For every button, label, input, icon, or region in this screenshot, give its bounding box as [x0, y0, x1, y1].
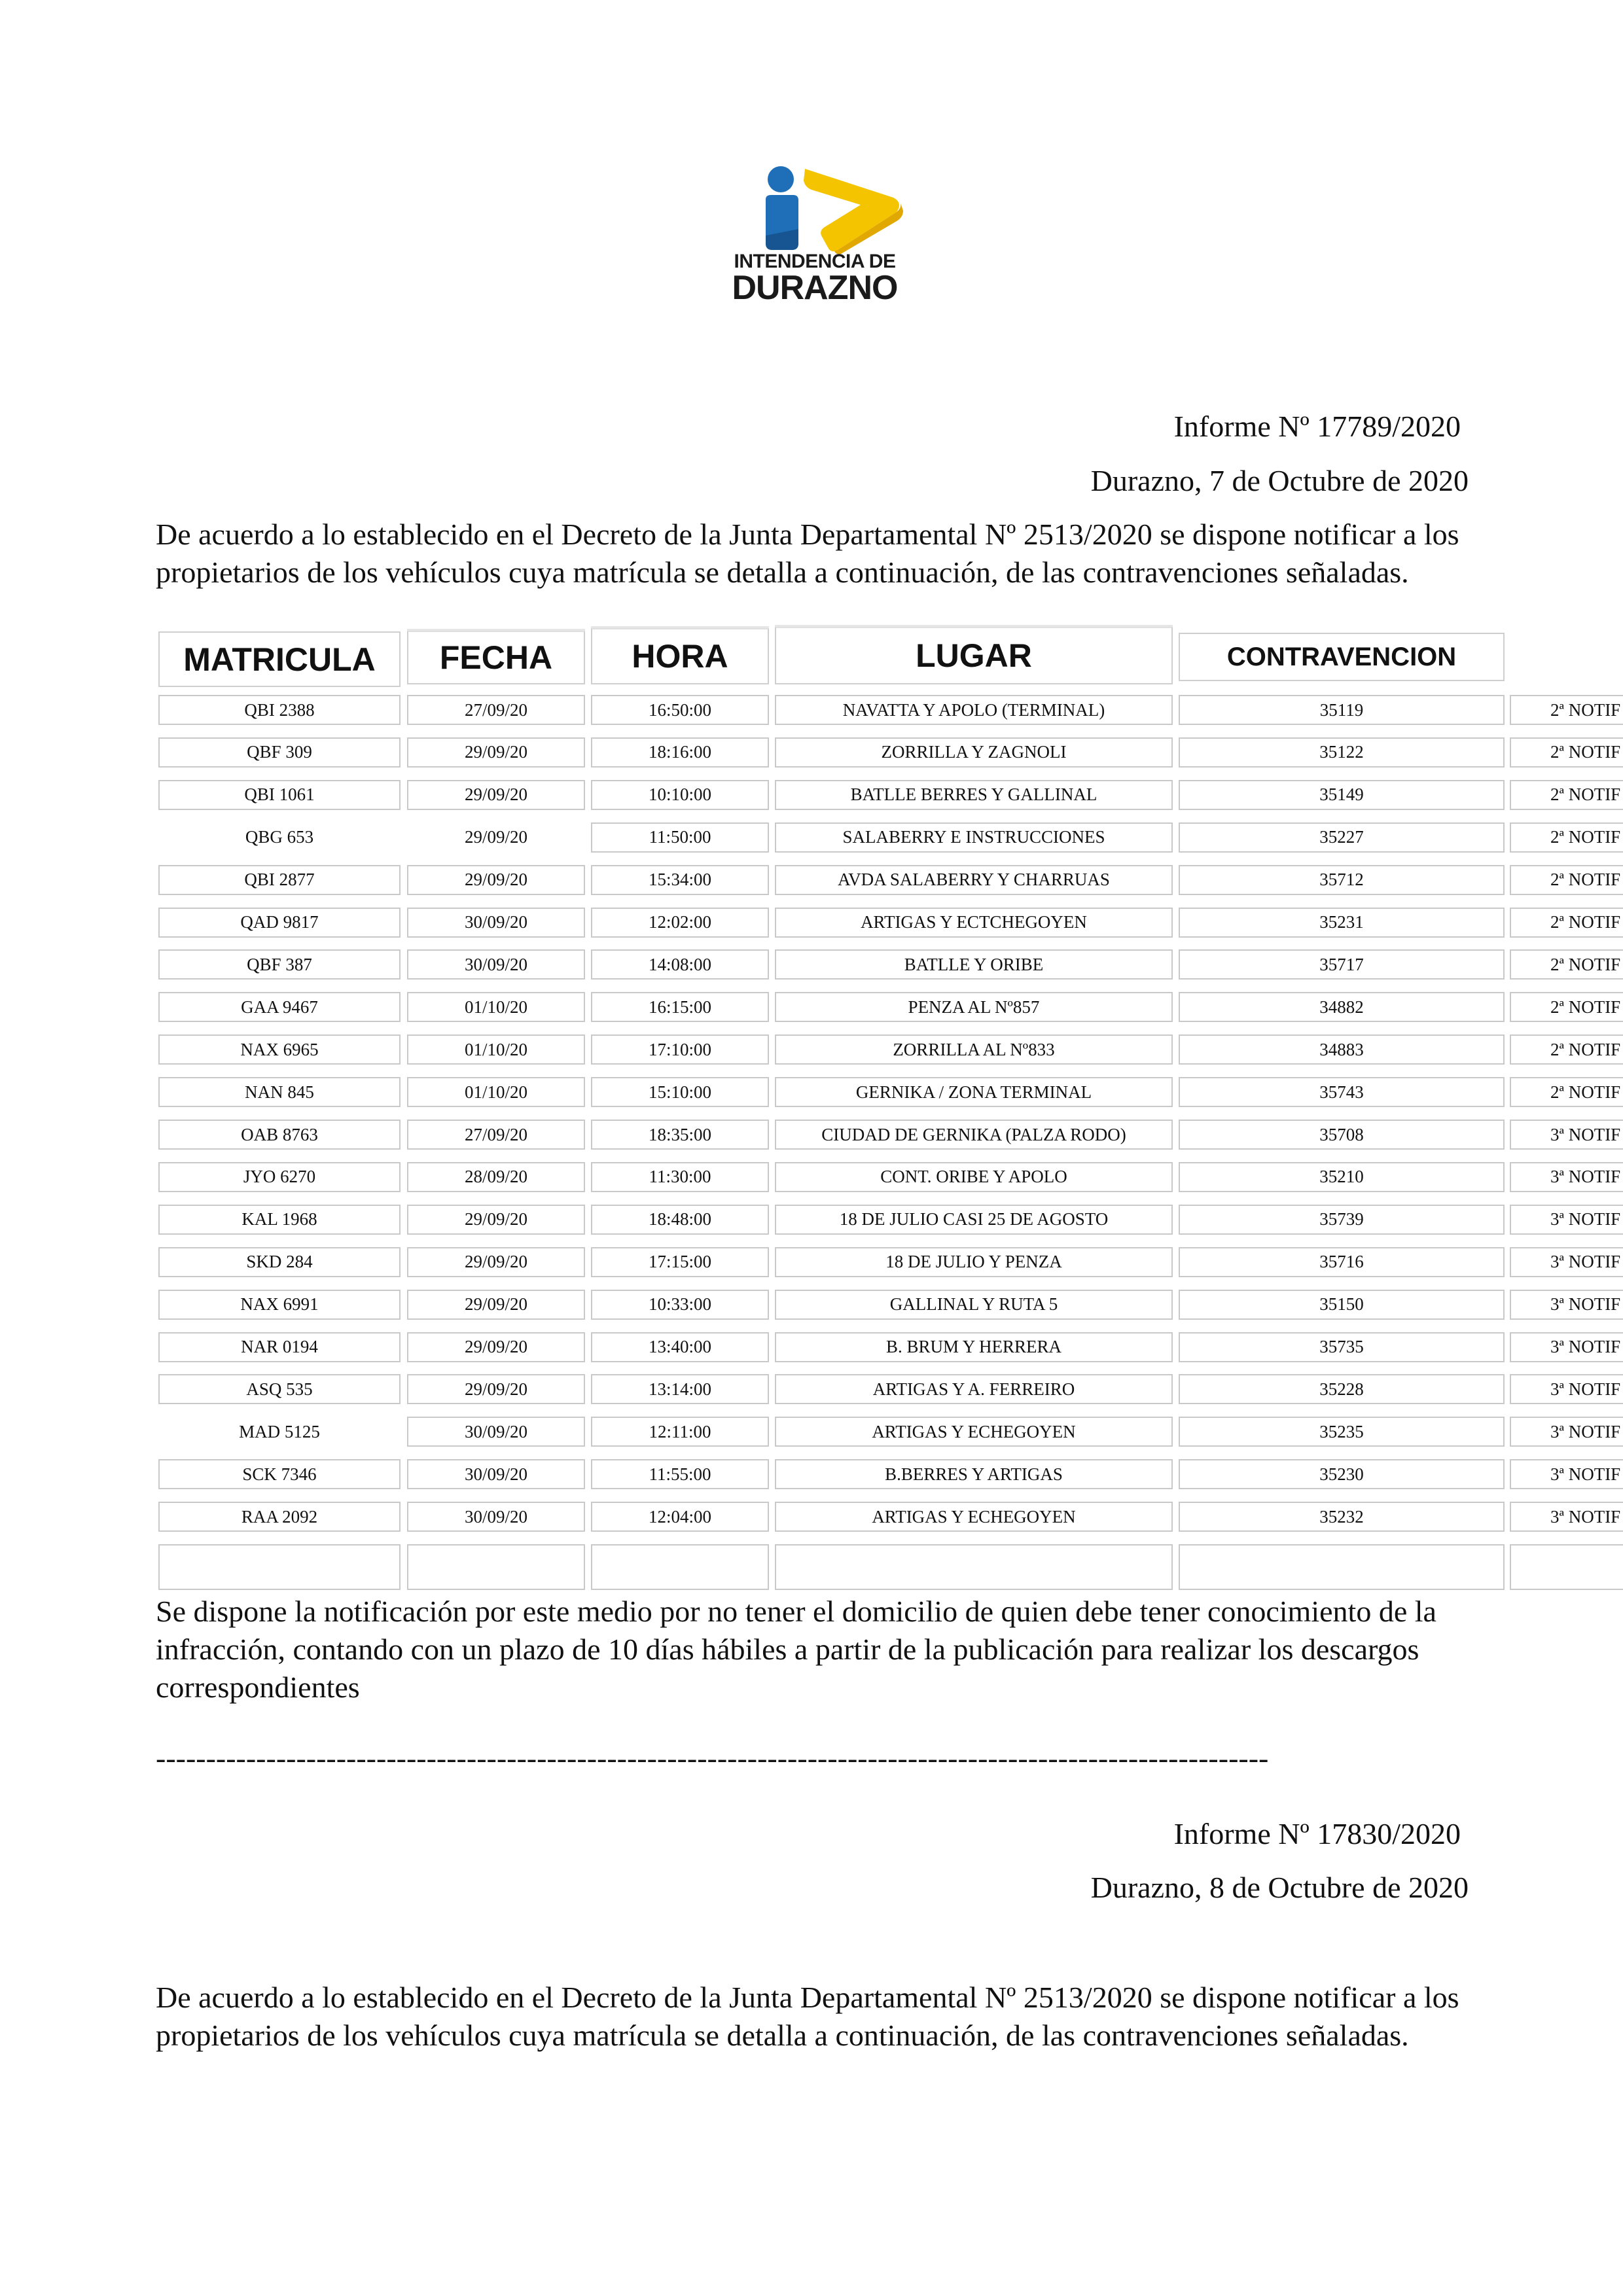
cell-contravencion: 35228 — [1179, 1374, 1505, 1404]
cell-matricula: GAA 9467 — [158, 992, 401, 1022]
cell-notificacion: 2ª NOTIF — [1510, 1077, 1623, 1107]
cell-matricula: NAX 6991 — [158, 1290, 401, 1320]
header-lugar: LUGAR — [775, 627, 1173, 684]
cell-lugar: 18 DE JULIO CASI 25 DE AGOSTO — [775, 1205, 1173, 1235]
cell-hora: 13:14:00 — [591, 1374, 769, 1404]
cell-notificacion: 3ª NOTIF — [1510, 1459, 1623, 1489]
cell-fecha: 29/09/20 — [407, 737, 585, 768]
cell-lugar: AVDA SALABERRY Y CHARRUAS — [775, 865, 1173, 895]
cell-notificacion: 3ª NOTIF — [1510, 1247, 1623, 1277]
cell-notificacion: 3ª NOTIF — [1510, 1332, 1623, 1362]
cell-matricula: QBF 309 — [158, 737, 401, 768]
header-matricula: MATRICULA — [158, 631, 401, 687]
header-hora: HORA — [591, 628, 769, 684]
cell-matricula: SKD 284 — [158, 1247, 401, 1277]
cell-matricula: QBG 653 — [245, 827, 314, 847]
cell-contravencion: 35708 — [1179, 1120, 1505, 1150]
cell-fecha: 29/09/20 — [464, 827, 527, 847]
cell-lugar: ARTIGAS Y A. FERREIRO — [775, 1374, 1173, 1404]
cell-hora: 14:08:00 — [591, 949, 769, 980]
cell-fecha: 29/09/20 — [407, 865, 585, 895]
cell-hora — [591, 1544, 769, 1590]
cell-hora: 15:10:00 — [591, 1077, 769, 1107]
cell-lugar: ARTIGAS Y ECHEGOYEN — [775, 1502, 1173, 1532]
cell-matricula: NAR 0194 — [158, 1332, 401, 1362]
cell-matricula: QBF 387 — [158, 949, 401, 980]
cell-notificacion: 3ª NOTIF — [1510, 1374, 1623, 1404]
cell-matricula: QBI 2388 — [158, 695, 401, 725]
cell-contravencion: 35122 — [1179, 737, 1505, 768]
logo-mark-icon — [707, 164, 923, 255]
cell-matricula: JYO 6270 — [158, 1162, 401, 1192]
cell-notificacion: 3ª NOTIF — [1510, 1417, 1623, 1447]
cell-contravencion: 34883 — [1179, 1034, 1505, 1065]
cell-lugar: BATLLE Y ORIBE — [775, 949, 1173, 980]
cell-matricula: NAX 6965 — [158, 1034, 401, 1065]
cell-contravencion: 35210 — [1179, 1162, 1505, 1192]
report1-number: Informe Nº 17789/2020 — [1173, 410, 1461, 443]
cell-lugar: BATLLE BERRES Y GALLINAL — [775, 780, 1173, 810]
cell-matricula: QAD 9817 — [158, 908, 401, 938]
cell-hora: 16:50:00 — [591, 695, 769, 725]
cell-hora: 11:55:00 — [591, 1459, 769, 1489]
report2-number: Informe Nº 17830/2020 — [1173, 1817, 1461, 1850]
cell-fecha: 30/09/20 — [407, 1417, 585, 1447]
cell-notificacion: 2ª NOTIF — [1510, 949, 1623, 980]
cell-matricula: QBI 1061 — [158, 780, 401, 810]
cell-hora: 17:15:00 — [591, 1247, 769, 1277]
cell-contravencion — [1179, 1544, 1505, 1590]
header-fecha: FECHA — [407, 631, 585, 684]
cell-fecha: 30/09/20 — [407, 908, 585, 938]
cell-lugar — [775, 1544, 1173, 1590]
cell-hora: 18:16:00 — [591, 737, 769, 768]
cell-fecha — [407, 1544, 585, 1590]
cell-lugar: B. BRUM Y HERRERA — [775, 1332, 1173, 1362]
cell-matricula: SCK 7346 — [158, 1459, 401, 1489]
intendencia-logo — [707, 164, 923, 307]
cell-contravencion: 35712 — [1179, 865, 1505, 895]
report2-intro: De acuerdo a lo establecido en el Decreto de la Junta Departamental Nº 2513/2020 se dispone notificar a los propietarios de los vehículos cuya matrícula se detalla a continuación, de las contravenciones señaladas. — [156, 1981, 1459, 2052]
logo-line2: DURAZNO — [732, 269, 898, 307]
cell-lugar: 18 DE JULIO Y PENZA — [775, 1247, 1173, 1277]
cell-hora: 10:33:00 — [591, 1290, 769, 1320]
cell-fecha: 01/10/20 — [407, 1077, 585, 1107]
logo-line1: INTENDENCIA DE — [734, 251, 896, 272]
cell-fecha: 29/09/20 — [407, 1332, 585, 1362]
cell-fecha: 30/09/20 — [407, 1459, 585, 1489]
cell-contravencion: 35150 — [1179, 1290, 1505, 1320]
cell-lugar: NAVATTA Y APOLO (TERMINAL) — [775, 695, 1173, 725]
cell-hora: 11:50:00 — [591, 822, 769, 853]
cell-hora: 16:15:00 — [591, 992, 769, 1022]
cell-contravencion: 35235 — [1179, 1417, 1505, 1447]
cell-matricula: ASQ 535 — [158, 1374, 401, 1404]
cell-fecha: 27/09/20 — [407, 695, 585, 725]
cell-notificacion: 2ª NOTIF — [1510, 865, 1623, 895]
cell-lugar: GERNIKA / ZONA TERMINAL — [775, 1077, 1173, 1107]
cell-contravencion: 34882 — [1179, 992, 1505, 1022]
cell-hora: 18:48:00 — [591, 1205, 769, 1235]
cell-hora: 12:11:00 — [591, 1417, 769, 1447]
cell-notificacion: 3ª NOTIF — [1510, 1205, 1623, 1235]
cell-fecha: 01/10/20 — [407, 1034, 585, 1065]
cell-notificacion: 2ª NOTIF — [1510, 780, 1623, 810]
cell-matricula: RAA 2092 — [158, 1502, 401, 1532]
cell-contravencion: 35231 — [1179, 908, 1505, 938]
closing-paragraph: Se dispone la notificación por este medio por no tener el domicilio de quien debe tener conocimiento de la infracción, contando con un plazo de 10 días hábiles a partir de la publicación para realizar los descargos correspondientes — [156, 1595, 1436, 1704]
cell-contravencion: 35739 — [1179, 1205, 1505, 1235]
cell-notificacion: 2ª NOTIF — [1510, 822, 1623, 853]
cell-lugar: PENZA AL Nº857 — [775, 992, 1173, 1022]
cell-notificacion: 3ª NOTIF — [1510, 1162, 1623, 1192]
cell-hora: 13:40:00 — [591, 1332, 769, 1362]
cell-fecha: 29/09/20 — [407, 1290, 585, 1320]
cell-lugar: CIUDAD DE GERNIKA (PALZA RODO) — [775, 1120, 1173, 1150]
cell-notificacion: 2ª NOTIF — [1510, 695, 1623, 725]
cell-matricula: NAN 845 — [158, 1077, 401, 1107]
cell-fecha: 29/09/20 — [407, 780, 585, 810]
cell-hora: 11:30:00 — [591, 1162, 769, 1192]
cell-matricula: OAB 8763 — [158, 1120, 401, 1150]
cell-notificacion: 3ª NOTIF — [1510, 1120, 1623, 1150]
header-contravencion: CONTRAVENCION — [1179, 633, 1505, 681]
cell-contravencion: 35232 — [1179, 1502, 1505, 1532]
cell-fecha: 30/09/20 — [407, 949, 585, 980]
cell-matricula — [158, 1544, 401, 1590]
cell-contravencion: 35119 — [1179, 695, 1505, 725]
cell-matricula: QBI 2877 — [158, 865, 401, 895]
cell-notificacion: 2ª NOTIF — [1510, 908, 1623, 938]
cell-lugar: SALABERRY E INSTRUCCIONES — [775, 822, 1173, 853]
cell-hora: 17:10:00 — [591, 1034, 769, 1065]
cell-fecha: 29/09/20 — [407, 1374, 585, 1404]
cell-notificacion: 3ª NOTIF — [1510, 1502, 1623, 1532]
cell-matricula: KAL 1968 — [158, 1205, 401, 1235]
cell-hora: 18:35:00 — [591, 1120, 769, 1150]
cell-lugar: ARTIGAS Y ECHEGOYEN — [775, 1417, 1173, 1447]
cell-notificacion: 2ª NOTIF — [1510, 737, 1623, 768]
cell-contravencion: 35743 — [1179, 1077, 1505, 1107]
cell-hora: 12:02:00 — [591, 908, 769, 938]
report1-date: Durazno, 7 de Octubre de 2020 — [1090, 464, 1469, 497]
cell-notificacion: 3ª NOTIF — [1510, 1290, 1623, 1320]
report2-date: Durazno, 8 de Octubre de 2020 — [1090, 1871, 1469, 1904]
cell-fecha: 30/09/20 — [407, 1502, 585, 1532]
cell-notificacion: 2ª NOTIF — [1510, 992, 1623, 1022]
cell-notificacion — [1510, 1544, 1623, 1590]
cell-matricula: MAD 5125 — [239, 1421, 320, 1441]
cell-fecha: 28/09/20 — [407, 1162, 585, 1192]
cell-fecha: 01/10/20 — [407, 992, 585, 1022]
report1-intro: De acuerdo a lo establecido en el Decreto de la Junta Departamental Nº 2513/2020 se dispone notificar a los propietarios de los vehículos cuya matrícula se detalla a continuación, de las contravenciones señaladas. — [156, 518, 1459, 589]
cell-lugar: CONT. ORIBE Y APOLO — [775, 1162, 1173, 1192]
cell-hora: 10:10:00 — [591, 780, 769, 810]
cell-fecha: 29/09/20 — [407, 1205, 585, 1235]
cell-lugar: B.BERRES Y ARTIGAS — [775, 1459, 1173, 1489]
cell-lugar: GALLINAL Y RUTA 5 — [775, 1290, 1173, 1320]
cell-lugar: ZORRILLA Y ZAGNOLI — [775, 737, 1173, 768]
cell-notificacion: 2ª NOTIF — [1510, 1034, 1623, 1065]
cell-contravencion: 35227 — [1179, 822, 1505, 853]
cell-fecha: 29/09/20 — [407, 1247, 585, 1277]
cell-contravencion: 35735 — [1179, 1332, 1505, 1362]
cell-hora: 15:34:00 — [591, 865, 769, 895]
cell-contravencion: 35149 — [1179, 780, 1505, 810]
cell-hora: 12:04:00 — [591, 1502, 769, 1532]
cell-contravencion: 35230 — [1179, 1459, 1505, 1489]
cell-contravencion: 35717 — [1179, 949, 1505, 980]
cell-lugar: ZORRILLA AL Nº833 — [775, 1034, 1173, 1065]
cell-lugar: ARTIGAS Y ECTCHEGOYEN — [775, 908, 1173, 938]
separator-line: --------------------------------------------------------------------------------------------------------------- — [156, 1741, 1269, 1775]
cell-contravencion: 35716 — [1179, 1247, 1505, 1277]
cell-fecha: 27/09/20 — [407, 1120, 585, 1150]
